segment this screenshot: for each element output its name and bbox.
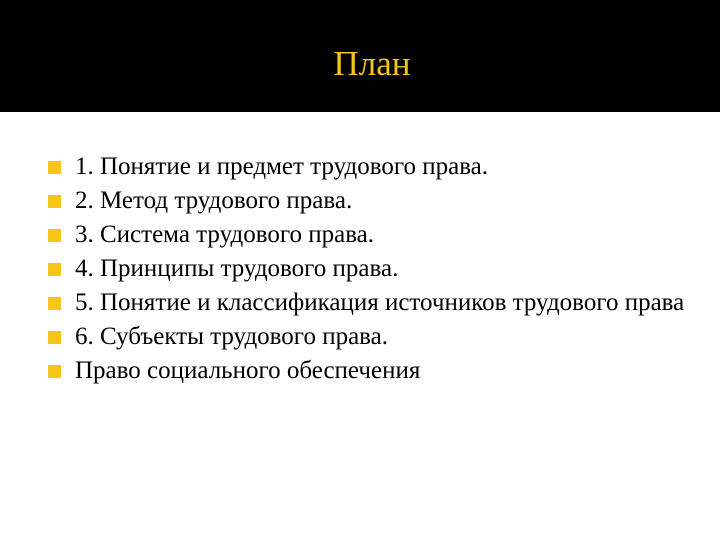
list-item (48, 320, 688, 354)
list-item-text: 4. Принципы трудового права. (75, 255, 399, 282)
square-bullet-icon (48, 263, 61, 276)
square-bullet-icon (48, 161, 61, 174)
list-item-text: 1. Понятие и предмет трудового права. (75, 153, 489, 180)
bullet-list (48, 150, 688, 388)
list-item (48, 354, 688, 388)
list-item-text: 3. Система трудового права. (75, 221, 375, 248)
list-item-text: Право социального обеспечения (75, 357, 421, 384)
slide-title: План (333, 44, 411, 83)
list-item-text: 2. Метод трудового права. (75, 187, 353, 214)
list-item (48, 184, 688, 218)
square-bullet-icon (48, 297, 61, 310)
list-item-text: 6. Субъекты трудового права. (75, 323, 388, 350)
square-bullet-icon (48, 229, 61, 242)
square-bullet-icon (48, 331, 61, 344)
list-item-text: 5. Понятие и классификация источников трудового права (75, 289, 685, 316)
list-item (48, 286, 688, 320)
list-item (48, 252, 688, 286)
list-item (48, 150, 688, 184)
list-item (48, 218, 688, 252)
square-bullet-icon (48, 195, 61, 208)
square-bullet-icon (48, 365, 61, 378)
